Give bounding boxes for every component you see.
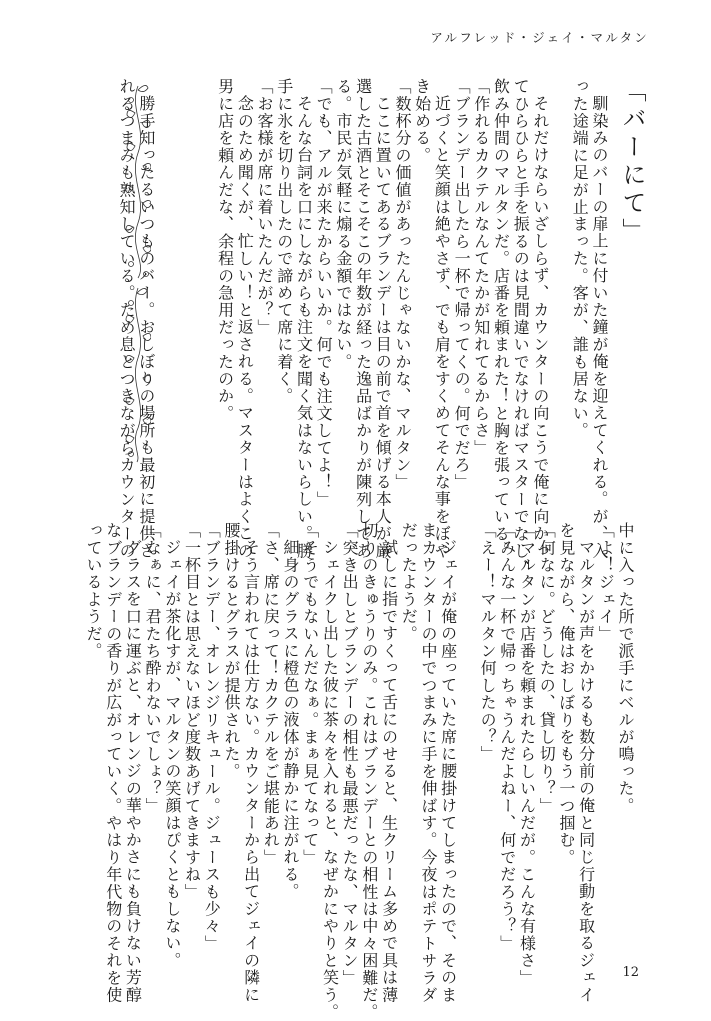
text-line: を見ながら、俺はおしぼりをもう一つ掴む。: [556, 522, 576, 866]
text-line: そう言われては仕方ない。カウンターから出てジェイの隣に: [241, 539, 261, 1004]
text-line: [458, 522, 478, 962]
text-line: 手に氷を切り出したので諦めて席に着く。: [274, 78, 294, 405]
text-line: っているようだ。: [84, 522, 104, 660]
text-line: まカウンターの中でつまみに手を伸ばす。今夜はポテトサラダ: [418, 522, 438, 1004]
text-line: 「突き出しとブランデーの相性も最悪だったな、マルタン」: [340, 522, 360, 987]
text-line: 「数杯分の価値があったんじゃないかな、マルタン」: [392, 78, 412, 491]
text-line: そんな台詞を口にしながらも注文を聞く気はないらしい。勝: [294, 95, 314, 560]
text-line: 馴染みのバーの扉上に付いた鐘が俺を迎えてくれる。が、入: [590, 95, 609, 560]
text-line: 「ブランデー出したら一杯で帰ってくの。何でだろ」: [452, 78, 472, 491]
text-line: [156, 78, 176, 498]
text-line: 念のため聞くが、忙しい！と返される。マスターはよくこの: [235, 95, 255, 560]
text-line: ここに置いてあるブランデーは目の前で首を傾げる本人が厳: [373, 95, 393, 560]
text-line: 「みんな一杯で帰っちゃうんだよねー、何でだろう？」: [497, 522, 517, 952]
text-line: 「なぁに、君たち酔わないでしょ？」: [143, 522, 163, 815]
text-line: なブランデーの香りが広がっていく。やはり年代物のそれを使: [103, 522, 123, 1004]
text-line: 中に入った所で派手にベルが鳴った。: [616, 522, 635, 815]
text-line: ジェイが俺の座っていた席に腰掛けてしまったので、そのま: [438, 539, 458, 1004]
text-line: それだけならいざしらず、カウンターの向こうで俺に向かっ: [530, 95, 550, 560]
text-line: 「よ！ジェイ」: [596, 522, 616, 643]
vine-ornament-icon: [125, 78, 151, 468]
text-line: 「何なに。どうしたの、貸し切り？」: [537, 522, 557, 815]
page-number: 12: [622, 965, 639, 980]
text-line: き始める。: [412, 78, 432, 164]
text-line: る。市民が気軽に煽る金額ではない。: [333, 78, 353, 371]
text-line: 「お客様が席に着いたんだが？」: [255, 78, 275, 336]
text-line: ジェイが茶化すが、マルタンの笑顔はぴくともしない。: [162, 539, 182, 970]
text-line: 近づくと笑顔は絶やさず、でも肩をすくめてそんな事をぼや: [432, 95, 452, 560]
text-line: [550, 78, 570, 498]
text-line: 「そうでもないんだなぁ。まぁ見てなって」: [300, 522, 320, 866]
text-line: 「えー！マルタン何したの？」: [478, 522, 498, 763]
text-line: れるつまみも熟知している。ため息とつきながらカウンターの: [117, 78, 137, 560]
text-line: 細身のグラスに橙色の液体が静かに注がれる。: [281, 539, 301, 901]
text-line: だったようだ。: [399, 522, 419, 643]
text-line: 「さ、席に戻って！カクテルをご堪能あれ」: [261, 522, 281, 866]
text-line: 男に店を頼んだな、余程の急用だったのか。: [215, 78, 235, 422]
text-line: 「ブランデー、オレンジリキュール。ジュースも少々」: [202, 522, 222, 952]
text-line: 「作れるカクテルなんてたかが知れてるからさ」: [471, 78, 491, 457]
text-line: 飲み仲間のマルタンだ。店番を頼まれた！と胸を張っている。: [491, 78, 511, 560]
text-line: [176, 78, 196, 498]
text-line: 「マルタンが店番を頼まれたらしいんだが。こんな有様さ」: [517, 522, 537, 987]
text-line: 試しに指ですくって舌にのせると、生クリーム多めで具は薄: [379, 539, 399, 1004]
text-line: った途端に足が止まった。客が、誰も居ない。: [570, 78, 590, 440]
text-line: [195, 78, 215, 498]
text-line: マルタンが声をかけるも数分前の俺と同じ行動を取るジェイ: [576, 539, 596, 1004]
text-line: 勝手知ったるいつものバー。おしぼりの場所も最初に提供さ: [136, 95, 156, 560]
text-line: グラスを口に運ぶと、オレンジの華やかさにも負けない芳醇: [123, 539, 143, 1004]
text-line: 選した古酒とそこそこの年数が経った逸品ばかりが陳列してあ: [353, 78, 373, 560]
text-line: 腰掛けるとグラスが提供された。: [221, 522, 241, 780]
top-tier-text: [116, 78, 609, 577]
chapter-title: 「バーにて」: [618, 78, 646, 246]
running-header: アルフレッド・ジェイ・マルタン: [430, 30, 649, 45]
text-line: てひらひらと手を振るのは見間違いでなければマスターでなし、: [511, 78, 531, 577]
text-line: 「でも、アルが来たからいいか。何でも注文してよ！」: [314, 78, 334, 508]
text-line: シェイクし出した彼に茶々を入れると、なぜかにやりと笑う。: [320, 539, 340, 1021]
text-line: 切りのきゅうりのみ。これはブランデーとの相性は中々困難だ。: [359, 522, 379, 1021]
text-line: 「一杯目とは思えないほど度数あげてきますね」: [182, 522, 202, 901]
